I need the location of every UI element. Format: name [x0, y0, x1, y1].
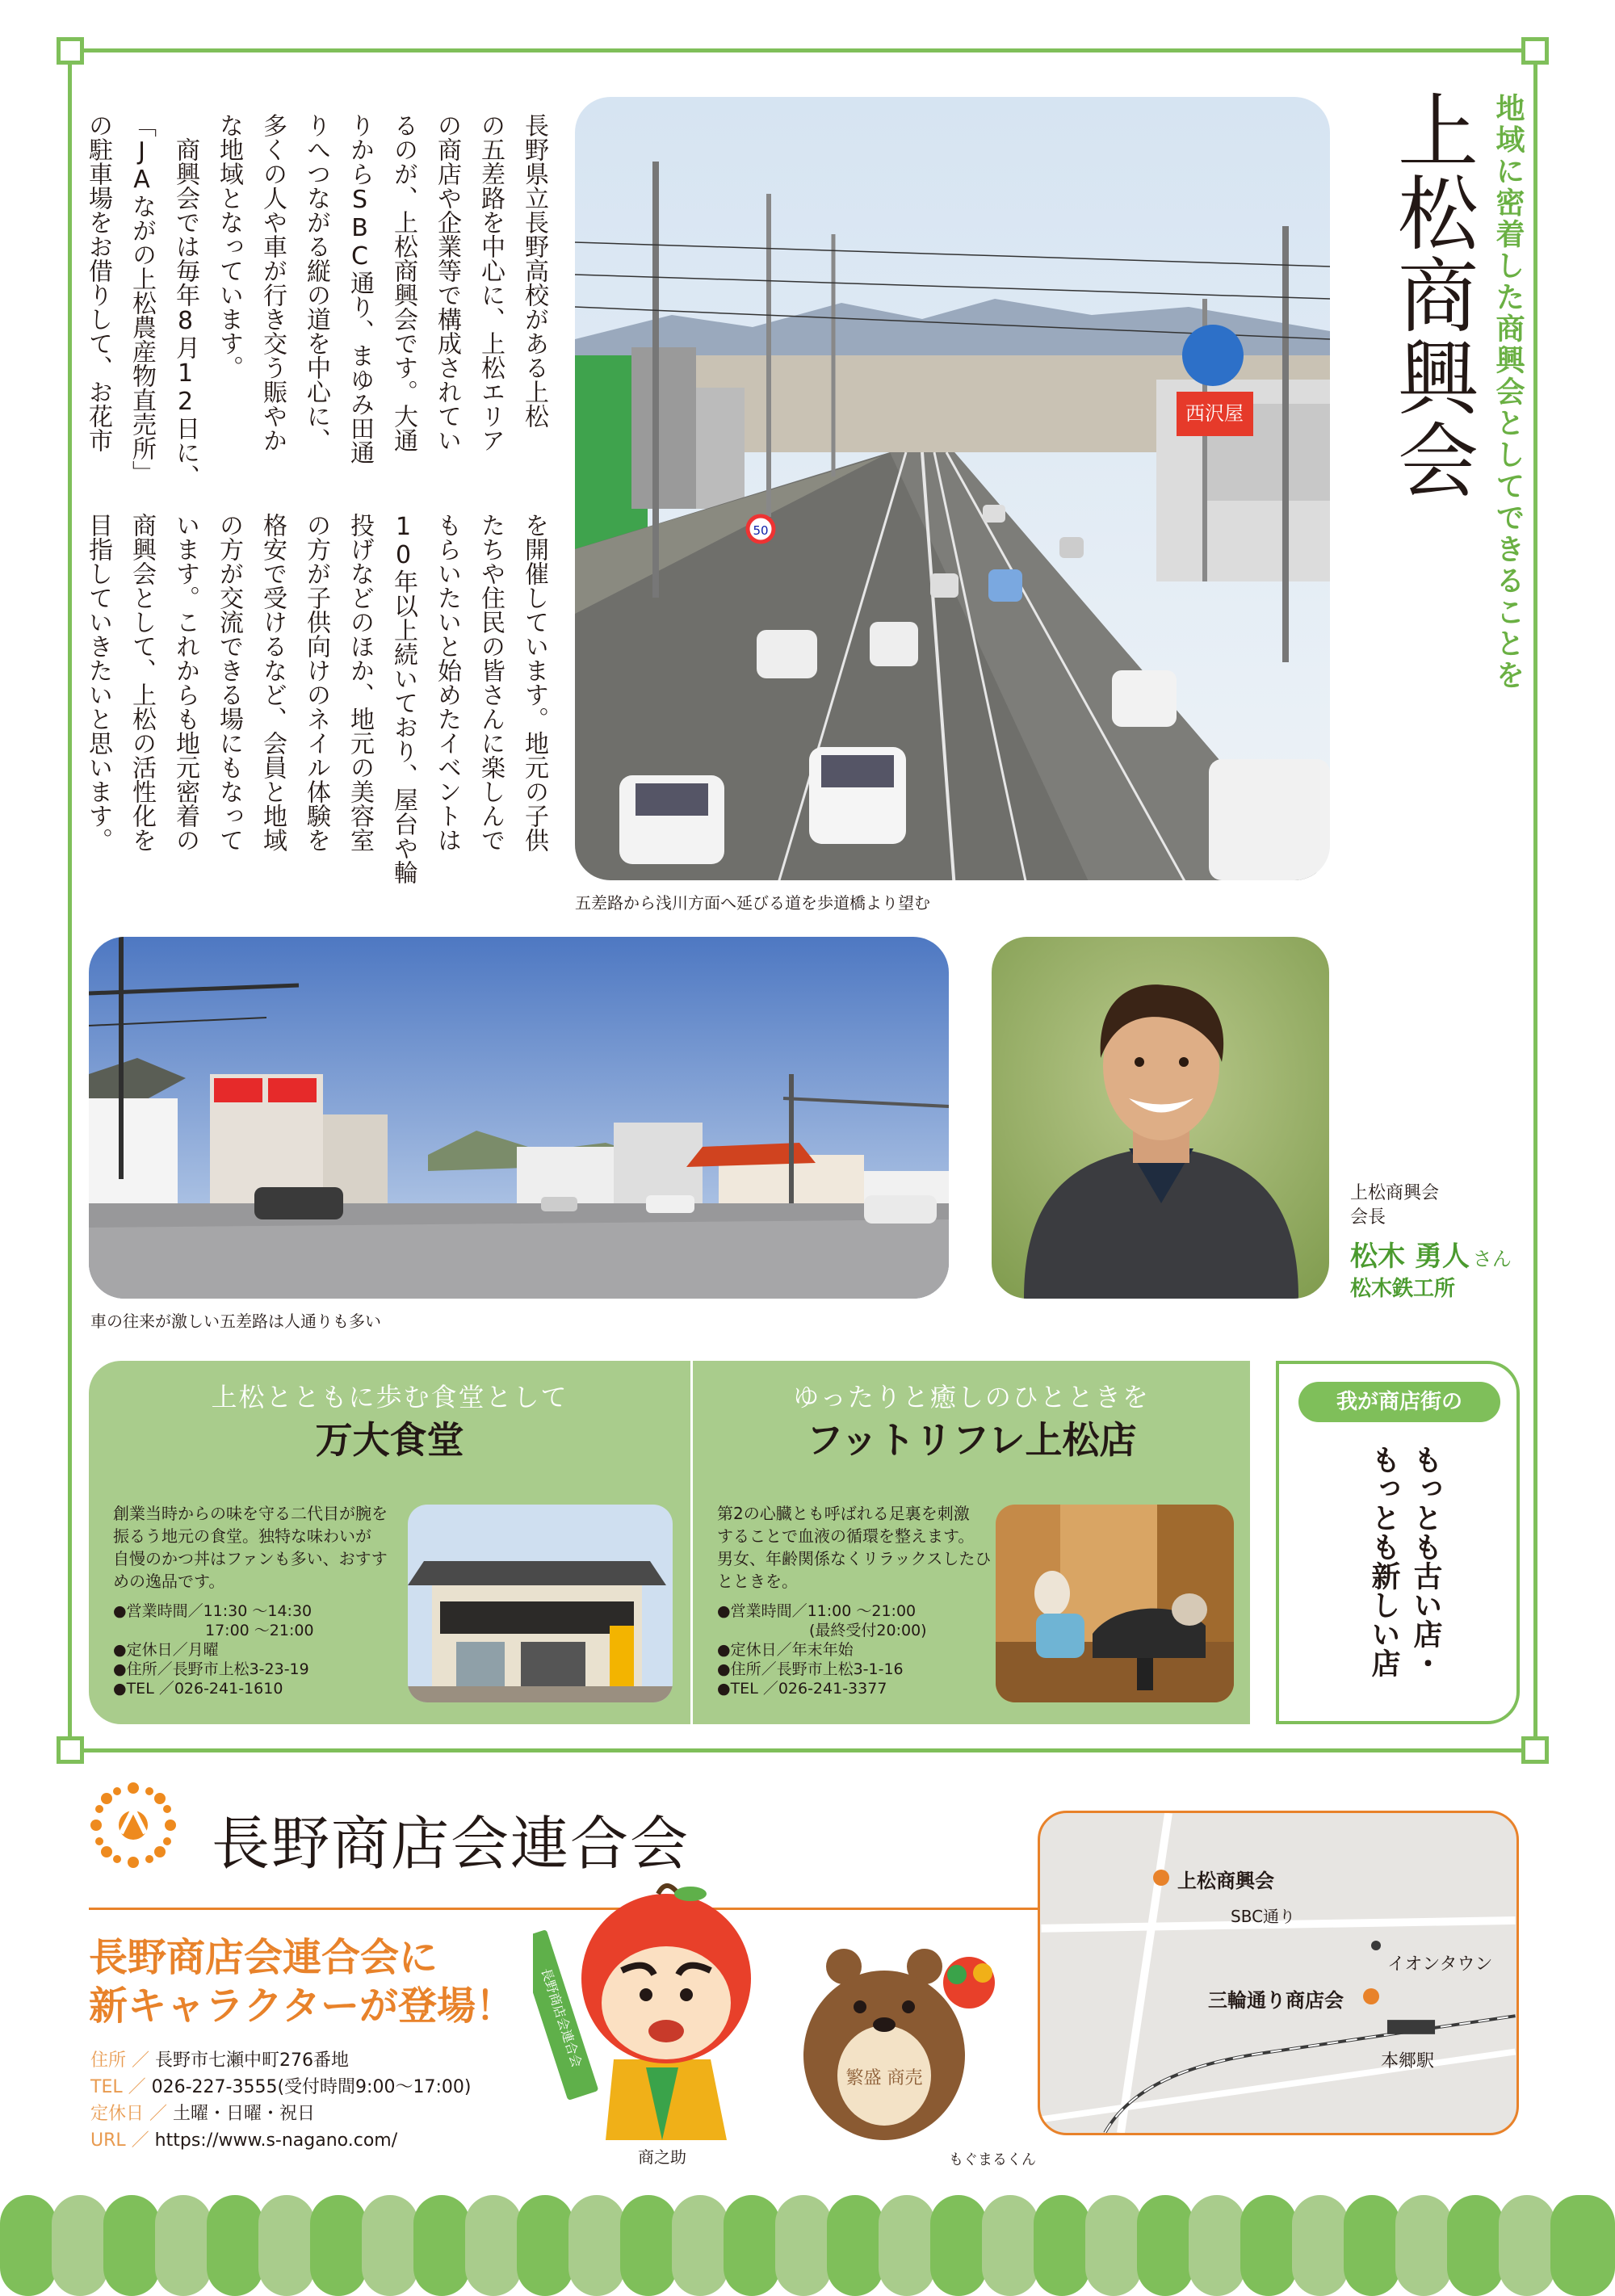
- article-line: の五差路を中心に、上松エリア: [476, 113, 505, 452]
- shop-card-bandai: [89, 1361, 690, 1724]
- map-label-aeon: イオンタウン: [1387, 1954, 1493, 1975]
- shop-hours-2: 17:00 ～21:00: [113, 1622, 314, 1639]
- character-banner-text: 長野商店会連合会: [538, 1966, 585, 2070]
- shop-subtitle: 上松とともに歩む食堂として: [211, 1382, 568, 1412]
- chairman-company: 松木鉄工所: [1350, 1277, 1456, 1301]
- character-belly-text: 繁盛 商売: [845, 2068, 923, 2088]
- shop-hours: ●営業時間／11:00 ～21:00: [717, 1602, 917, 1620]
- map-pin-kamimatsu: [1153, 1870, 1169, 1886]
- shop-subtitle: ゆったりと癒しのひとときを: [793, 1382, 1150, 1412]
- article-line: います。これからも地元密着の: [171, 513, 199, 852]
- character-shonosuke: [533, 1882, 791, 2140]
- article-line: 長野県立長野高校がある上松: [520, 113, 548, 428]
- shop-description-line: めの逸品です。: [113, 1572, 225, 1591]
- article-line: の方が子供向けのネイル体験を: [302, 513, 330, 852]
- shop-description-line: とときを。: [717, 1572, 798, 1591]
- shop-description-line: 自慢のかつ丼はファンも多い、おすす: [113, 1549, 388, 1568]
- federation-headline-2: 新キャラクターが登場！: [89, 1983, 515, 2029]
- shop-hours-2: (最終受付20:00): [717, 1622, 927, 1639]
- chairman-role: 会長: [1350, 1207, 1386, 1228]
- article-line: 投げなどのほか、地元の美容室: [346, 513, 374, 852]
- map-label-hongo: 本郷駅: [1381, 2051, 1435, 2071]
- shop-details: [717, 1601, 927, 1698]
- crossing-photo: [89, 937, 949, 1299]
- chairman-name: 松木 勇人: [1350, 1240, 1470, 1273]
- shop-card-footrefle: [693, 1361, 1250, 1724]
- info-value: 026-227-3555(受付時間9:00～17:00): [151, 2077, 472, 2097]
- federation-url[interactable]: URL ／ https://www.s-nagano.com/: [90, 2130, 398, 2151]
- shop-closed: ●定休日／年末年始: [717, 1641, 854, 1659]
- article-block-1: [78, 113, 553, 489]
- feature-line-1: もっとも古い店・: [1409, 1445, 1442, 1677]
- feature-box: [1276, 1361, 1520, 1724]
- info-value: 土曜・日曜・祝日: [173, 2104, 316, 2124]
- article-line: 目指していきたいと思います。: [84, 513, 112, 852]
- speed-sign-text: 50: [753, 523, 769, 538]
- article-line: 商興会では毎年8月12日に、: [171, 113, 199, 489]
- feature-line-2: もっとも新しい店: [1367, 1445, 1400, 1677]
- chairman-org: 上松商興会: [1350, 1183, 1440, 1203]
- shop-description: [113, 1502, 412, 1593]
- info-value: 長野市七瀬中町276番地: [155, 2050, 350, 2071]
- crossing-photo-caption: 車の往来が激しい五差路は人通りも多い: [90, 1312, 381, 1331]
- frame-corner: [1521, 1736, 1549, 1764]
- federation-info: [90, 2047, 471, 2154]
- article-line: 格安で受けるなど、会員と地域: [258, 513, 287, 852]
- shop-tel: ●TEL ／026-241-3377: [717, 1680, 887, 1698]
- article-line: の方が交流できる場にもなって: [215, 513, 243, 852]
- article-line: の商店や企業等で構成されてい: [433, 113, 461, 452]
- map-label-sbc: SBC通り: [1231, 1907, 1296, 1926]
- shop-closed: ●定休日／月曜: [113, 1641, 219, 1659]
- shop-hours: ●営業時間／11:30 ～14:30: [113, 1602, 313, 1620]
- shop-description: [717, 1502, 1008, 1593]
- character-mogumaru: [795, 1934, 1005, 2144]
- feature-tag: 我が商店街の: [1298, 1382, 1500, 1422]
- article-line: 多くの人や車が行き交う賑やか: [258, 113, 287, 452]
- map-pin-miwa: [1363, 1988, 1379, 2004]
- character-name-shonosuke: 商之助: [638, 2147, 686, 2167]
- federation-logo-icon: [85, 1777, 182, 1874]
- info-label: 定休日: [90, 2104, 145, 2124]
- frame-corner: [57, 37, 84, 65]
- bandai-shop-photo: [408, 1505, 673, 1702]
- store-sign-text: 西沢屋: [1185, 402, 1244, 425]
- info-label: 住所: [90, 2050, 127, 2071]
- shop-description-line: 第2の心臓とも呼ばれる足裏を刺激: [717, 1504, 970, 1523]
- info-value[interactable]: https://www.s-nagano.com/: [154, 2130, 398, 2151]
- federation-tel: TEL ／ 026-227-3555(受付時間9:00～17:00): [90, 2077, 472, 2097]
- chairman-honorific: さん: [1472, 1248, 1512, 1270]
- article-line: りへつながる縦の道を中心に、: [302, 113, 330, 452]
- shop-description-line: 創業当時からの味を守る二代目が腕を: [113, 1504, 388, 1523]
- chairman-portrait: [992, 937, 1329, 1299]
- map-label-miwa: 三輪通り商店会: [1208, 1989, 1344, 2012]
- info-label: URL: [90, 2130, 126, 2151]
- federation-address: 住所 ／ 長野市七瀬中町276番地: [90, 2050, 350, 2071]
- character-name-mogumaru: もぐまるくん: [949, 2151, 1036, 2168]
- shop-description-line: することで血液の循環を整えます。: [717, 1526, 975, 1546]
- federation-closed: 定休日 ／ 土曜・日曜・祝日: [90, 2104, 316, 2124]
- road-photo: [575, 97, 1330, 880]
- area-map: [1038, 1811, 1519, 2135]
- bottom-decoration: [0, 2195, 1615, 2296]
- map-label-kamimatsu: 上松商興会: [1177, 1870, 1274, 1892]
- shop-tel: ●TEL ／026-241-1610: [113, 1680, 283, 1698]
- article-line: 10年以上続いており、屋台や輪: [389, 513, 417, 884]
- article-line: たちや住民の皆さんに楽しんで: [476, 513, 505, 852]
- shop-description-line: 振るう地元の食堂。独特な味わいが: [113, 1526, 371, 1546]
- article-line: 商興会として、上松の活性化を: [128, 513, 156, 852]
- page-title: 上松商興会: [1384, 89, 1479, 501]
- shop-name: 万大食堂: [315, 1418, 464, 1462]
- article-line: るのが、上松商興会です。大通: [389, 113, 417, 452]
- article-line: な地域となっています。: [215, 113, 243, 380]
- article-body-lower: [85, 513, 553, 900]
- footrefle-shop-photo: [996, 1505, 1234, 1702]
- shop-details: [113, 1601, 314, 1698]
- article-line: りからSBC通り、まゆみ田通: [346, 113, 374, 464]
- shop-address: ●住所／長野市上松3-1-16: [717, 1660, 904, 1678]
- article-line: の駐車場をお借りして、お花市: [84, 113, 112, 452]
- chairman-name-line: [1350, 1234, 1512, 1274]
- federation-headline-1: 長野商店会連合会に: [89, 1935, 438, 1980]
- shop-name: フットリフレ上松店: [806, 1418, 1137, 1462]
- article-line: を開催しています。地元の子供: [520, 513, 548, 852]
- frame-corner: [1521, 37, 1549, 65]
- tagline: 地域に密着した商興会としてできることを: [1491, 93, 1525, 691]
- article-line: 「JAながの上松農産物直売所」: [128, 113, 156, 485]
- federation-name: 長野商店会連合会: [212, 1810, 690, 1878]
- frame-corner: [57, 1736, 84, 1764]
- road-photo-caption: 五差路から浅川方面へ延びる道を歩道橋より望む: [575, 893, 930, 913]
- map-pin-aeon: [1371, 1941, 1381, 1950]
- shop-description-line: 男女、年齢関係なくリラックスしたひ: [717, 1549, 992, 1568]
- shop-address: ●住所／長野市上松3-23-19: [113, 1660, 309, 1678]
- info-label: TEL: [90, 2077, 123, 2097]
- article-line: もらいたいと始めたイベントは: [433, 513, 461, 852]
